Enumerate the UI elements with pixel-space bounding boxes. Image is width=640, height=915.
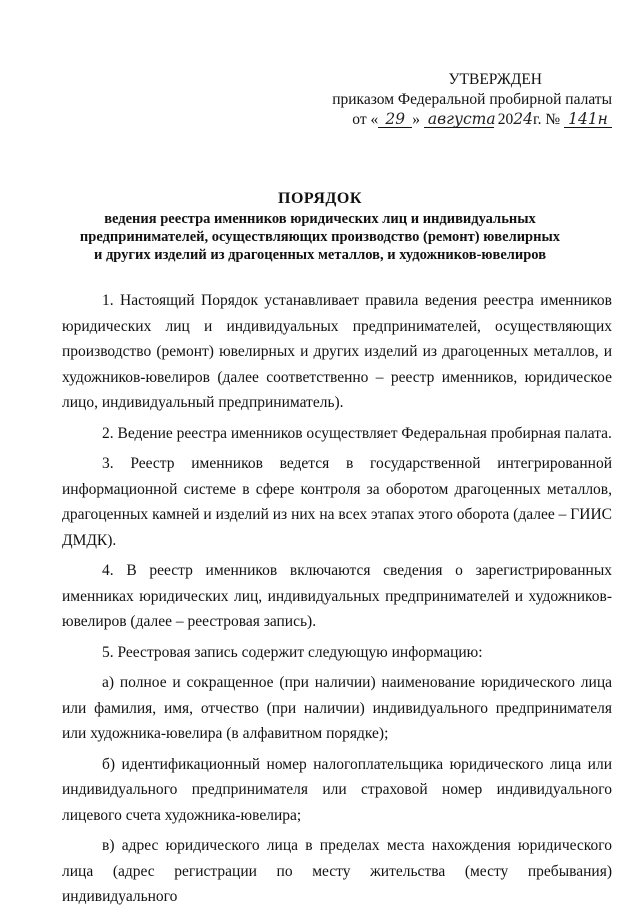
paragraph-2: 2. Ведение реестра именников осуществляет Федеральная пробирная палата. <box>102 424 612 442</box>
handwritten-month: августа <box>424 111 494 128</box>
document-body <box>62 288 612 915</box>
document-subtitle-line-1: ведения реестра именников юридических лиц и индивидуальных <box>104 211 536 227</box>
approval-heading: УТВЕРЖДЕН <box>448 71 542 88</box>
year-mark: г. № <box>532 111 561 128</box>
document-subtitle-line-3: и других изделий из драгоценных металлов, и художников-ювелиров <box>93 247 547 263</box>
paragraph-5b: б) идентификационный номер налогоплательщика юридического лица или индивидуального предпринимателя или страховой номер индивидуального лицевого счета художника-ювелира; <box>62 755 612 824</box>
year-prefix: 20 <box>497 111 514 128</box>
paragraph-5c: в) адрес юридического лица в пределах места нахождения юридического лица (адрес регистрации по месту жительства (месту пребывания) индивидуального <box>62 837 612 905</box>
paragraph-5: 5. Реестровая запись содержит следующую информацию: <box>102 643 483 661</box>
handwritten-day: 29 <box>378 111 412 128</box>
date-prefix: от « <box>352 111 379 128</box>
document-subtitle-line-2: предпринимателей, осуществляющих производство (ремонт) ювелирных <box>79 229 561 245</box>
paragraph-3: 3. Реестр именников ведется в государственной интегрированной информационной системе в сфере контроля за оборотом драгоценных металлов, драгоценных камней и изделий из них на всех этапах этого оборота (далее – ГИИС ДМДК). <box>62 455 612 549</box>
date-day-suffix: » <box>412 111 420 128</box>
document-title: ПОРЯДОК <box>278 190 362 207</box>
document-title-block <box>40 188 600 264</box>
handwritten-year: 24 <box>513 110 533 128</box>
paragraph-5a: а) полное и сокращенное (при наличии) наименование юридического лица или фамилия, имя, отчество (при наличии) индивидуального предпринимателя или художника-ювелира (в алфавитном порядке); <box>62 674 612 742</box>
approval-order-line: приказом Федеральной пробирной палаты <box>332 91 612 108</box>
handwritten-order-number: 141н <box>564 111 612 128</box>
approval-block <box>322 70 612 130</box>
approval-date-line <box>322 110 612 130</box>
paragraph-4: 4. В реестр именников включаются сведения о зарегистрированных именниках юридических лиц, индивидуальных предпринимателей и художников-ювелиров (далее – реестровая запись). <box>62 562 612 630</box>
paragraph-1: 1. Настоящий Порядок устанавливает правила ведения реестра именников юридических лиц и индивидуальных предпринимателей, осуществляющих производство (ремонт) ювелирных и других изделий из драгоценных металлов, и художников-ювелиров (далее соответственно – реестр именников, юридическое лицо, индивидуальный предприниматель). <box>62 292 612 411</box>
